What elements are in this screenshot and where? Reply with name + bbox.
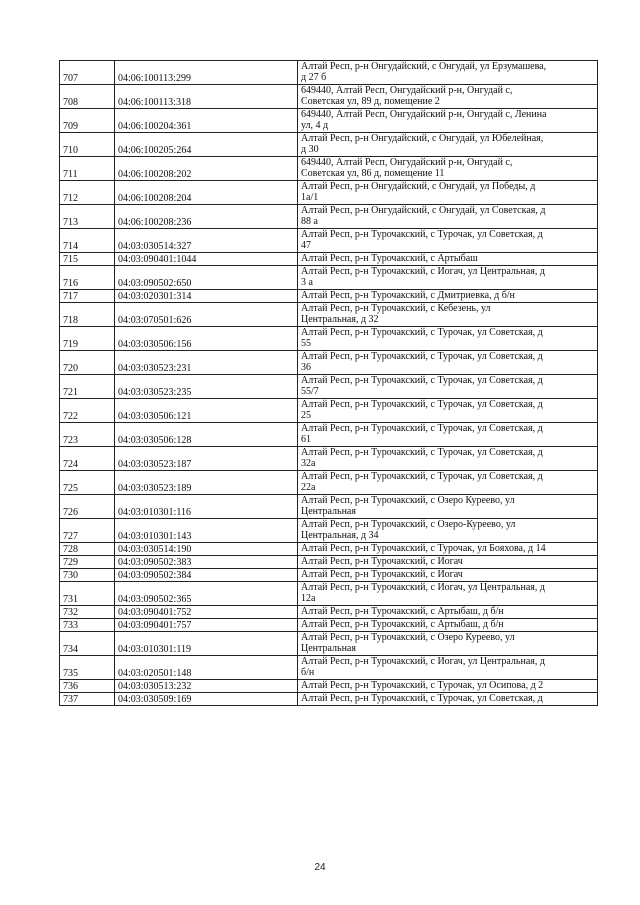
table-row: [60, 85, 598, 109]
cadastral-number-cell: 04:03:090401:757: [115, 619, 298, 632]
row-number-cell: 727: [60, 519, 115, 543]
address-cell: 649440, Алтай Респ, Онгудайский р-н, Онгудай с, Советская ул, 86 д, помещение 11: [298, 157, 598, 181]
row-number-cell: 725: [60, 471, 115, 495]
address-cell: Алтай Респ, р-н Турочакский, с Артыбаш: [298, 253, 598, 266]
table-row: [60, 253, 598, 266]
address-cell: Алтай Респ, р-н Турочакский, с Иогач, ул Центральная, д б/н: [298, 656, 598, 680]
row-number-cell: 716: [60, 266, 115, 290]
table-row: [60, 266, 598, 290]
address-cell: 649440, Алтай Респ, Онгудайский р-н, Онгудай с, Советская ул, 89 д, помещение 2: [298, 85, 598, 109]
row-number-cell: 714: [60, 229, 115, 253]
address-cell: Алтай Респ, р-н Турочакский, с Турочак, ул Советская, д 32а: [298, 447, 598, 471]
address-cell: Алтай Респ, р-н Турочакский, с Турочак, ул Советская, д 25: [298, 399, 598, 423]
cadastral-number-cell: 04:03:030523:235: [115, 375, 298, 399]
row-number-cell: 736: [60, 680, 115, 693]
cadastral-number-cell: 04:03:090502:365: [115, 582, 298, 606]
table-row: [60, 181, 598, 205]
cadastral-number-cell: 04:03:030509:169: [115, 693, 298, 706]
table-row: [60, 109, 598, 133]
address-cell: Алтай Респ, р-н Турочакский, с Турочак, ул Советская, д 22а: [298, 471, 598, 495]
cadastral-number-cell: 04:03:090401:1044: [115, 253, 298, 266]
cadastral-number-cell: 04:03:030523:187: [115, 447, 298, 471]
row-number-cell: 711: [60, 157, 115, 181]
cadastral-number-cell: 04:03:090401:752: [115, 606, 298, 619]
table-row: [60, 495, 598, 519]
table-row: [60, 619, 598, 632]
address-cell: Алтай Респ, р-н Турочакский, с Озеро-Куреево, ул Центральная, д 34: [298, 519, 598, 543]
cadastral-number-cell: 04:06:100205:264: [115, 133, 298, 157]
row-number-cell: 715: [60, 253, 115, 266]
row-number-cell: 728: [60, 543, 115, 556]
table-row: [60, 399, 598, 423]
row-number-cell: 721: [60, 375, 115, 399]
address-cell: Алтай Респ, р-н Онгудайский, с Онгудай, ул Юбелейная, д 30: [298, 133, 598, 157]
page-number: 24: [314, 862, 326, 873]
address-cell: Алтай Респ, р-н Турочакский, с Иогач, ул Центральная, д 12а: [298, 582, 598, 606]
address-cell: Алтай Респ, р-н Турочакский, с Иогач: [298, 556, 598, 569]
table-row: [60, 582, 598, 606]
table-row: [60, 157, 598, 181]
address-cell: Алтай Респ, р-н Турочакский, с Турочак, ул Советская, д 55/7: [298, 375, 598, 399]
table-row: [60, 680, 598, 693]
table-row: [60, 447, 598, 471]
table-row: [60, 133, 598, 157]
address-cell: Алтай Респ, р-н Турочакский, с Артыбаш, д б/н: [298, 619, 598, 632]
address-cell: Алтай Респ, р-н Турочакский, с Турочак, ул Советская, д: [298, 693, 598, 706]
cadastral-number-cell: 04:03:020301:314: [115, 290, 298, 303]
row-number-cell: 708: [60, 85, 115, 109]
cadastral-number-cell: 04:06:100204:361: [115, 109, 298, 133]
row-number-cell: 724: [60, 447, 115, 471]
row-number-cell: 729: [60, 556, 115, 569]
address-cell: 649440, Алтай Респ, Онгудайский р-н, Онгудай с, Ленина ул, 4 д: [298, 109, 598, 133]
row-number-cell: 732: [60, 606, 115, 619]
cadastral-number-cell: 04:03:030506:128: [115, 423, 298, 447]
row-number-cell: 720: [60, 351, 115, 375]
table-row: [60, 423, 598, 447]
table-row: [60, 632, 598, 656]
table-row: [60, 693, 598, 706]
cadastral-number-cell: 04:03:010301:119: [115, 632, 298, 656]
address-cell: Алтай Респ, р-н Турочакский, с Турочак, ул Советская, д 55: [298, 327, 598, 351]
table-row: [60, 205, 598, 229]
address-cell: Алтай Респ, р-н Турочакский, с Дмитриевка, д б/н: [298, 290, 598, 303]
address-cell: Алтай Респ, р-н Онгудайский, с Онгудай, ул Советская, д 88 а: [298, 205, 598, 229]
cadastral-number-cell: 04:03:010301:116: [115, 495, 298, 519]
land-plot-table: [59, 60, 598, 706]
row-number-cell: 722: [60, 399, 115, 423]
address-cell: Алтай Респ, р-н Онгудайский, с Онгудай, ул Ерзумашева, д 27 б: [298, 61, 598, 85]
address-cell: Алтай Респ, р-н Турочакский, с Турочак, ул Советская, д 61: [298, 423, 598, 447]
cadastral-number-cell: 04:03:030523:231: [115, 351, 298, 375]
cadastral-number-cell: 04:03:090502:383: [115, 556, 298, 569]
table-row: [60, 569, 598, 582]
table-row: [60, 229, 598, 253]
row-number-cell: 717: [60, 290, 115, 303]
cadastral-number-cell: 04:03:070501:626: [115, 303, 298, 327]
table-row: [60, 303, 598, 327]
address-cell: Алтай Респ, р-н Турочакский, с Озеро Куреево, ул Центральная: [298, 495, 598, 519]
row-number-cell: 718: [60, 303, 115, 327]
table-row: [60, 351, 598, 375]
row-number-cell: 723: [60, 423, 115, 447]
cadastral-number-cell: 04:03:090502:384: [115, 569, 298, 582]
table-row: [60, 471, 598, 495]
table-row: [60, 656, 598, 680]
row-number-cell: 713: [60, 205, 115, 229]
cadastral-number-cell: 04:06:100208:204: [115, 181, 298, 205]
cadastral-number-cell: 04:03:020501:148: [115, 656, 298, 680]
cadastral-number-cell: 04:03:090502:650: [115, 266, 298, 290]
row-number-cell: 726: [60, 495, 115, 519]
table-row: [60, 519, 598, 543]
row-number-cell: 730: [60, 569, 115, 582]
cadastral-number-cell: 04:03:030506:121: [115, 399, 298, 423]
row-number-cell: 709: [60, 109, 115, 133]
cadastral-number-cell: 04:03:030506:156: [115, 327, 298, 351]
row-number-cell: 719: [60, 327, 115, 351]
cadastral-number-cell: 04:06:100208:202: [115, 157, 298, 181]
row-number-cell: 712: [60, 181, 115, 205]
row-number-cell: 735: [60, 656, 115, 680]
table-row: [60, 606, 598, 619]
table-row: [60, 375, 598, 399]
row-number-cell: 734: [60, 632, 115, 656]
row-number-cell: 737: [60, 693, 115, 706]
row-number-cell: 733: [60, 619, 115, 632]
address-cell: Алтай Респ, р-н Турочакский, с Кебезень, ул Центральная, д 32: [298, 303, 598, 327]
address-cell: Алтай Респ, р-н Турочакский, с Турочак, ул Советская, д 47: [298, 229, 598, 253]
cadastral-number-cell: 04:03:030523:189: [115, 471, 298, 495]
address-cell: Алтай Респ, р-н Турочакский, с Турочак, ул Осипова, д 2: [298, 680, 598, 693]
cadastral-number-cell: 04:06:100113:299: [115, 61, 298, 85]
table-body: [60, 61, 598, 706]
table-row: [60, 61, 598, 85]
row-number-cell: 731: [60, 582, 115, 606]
table-row: [60, 543, 598, 556]
row-number-cell: 710: [60, 133, 115, 157]
table-row: [60, 290, 598, 303]
cadastral-number-cell: 04:03:030514:327: [115, 229, 298, 253]
row-number-cell: 707: [60, 61, 115, 85]
address-cell: Алтай Респ, р-н Онгудайский, с Онгудай, ул Победы, д 1а/1: [298, 181, 598, 205]
cadastral-number-cell: 04:03:010301:143: [115, 519, 298, 543]
table-row: [60, 556, 598, 569]
address-cell: Алтай Респ, р-н Турочакский, с Озеро Куреево, ул Центральная: [298, 632, 598, 656]
address-cell: Алтай Респ, р-н Турочакский, с Турочак, ул Советская, д 36: [298, 351, 598, 375]
address-cell: Алтай Респ, р-н Турочакский, с Турочак, ул Бояхова, д 14: [298, 543, 598, 556]
cadastral-number-cell: 04:06:100208:236: [115, 205, 298, 229]
address-cell: Алтай Респ, р-н Турочакский, с Иогач, ул Центральная, д 3 а: [298, 266, 598, 290]
table-row: [60, 327, 598, 351]
address-cell: Алтай Респ, р-н Турочакский, с Артыбаш, д б/н: [298, 606, 598, 619]
cadastral-number-cell: 04:03:030514:190: [115, 543, 298, 556]
cadastral-number-cell: 04:06:100113:318: [115, 85, 298, 109]
cadastral-number-cell: 04:03:030513:232: [115, 680, 298, 693]
address-cell: Алтай Респ, р-н Турочакский, с Иогач: [298, 569, 598, 582]
